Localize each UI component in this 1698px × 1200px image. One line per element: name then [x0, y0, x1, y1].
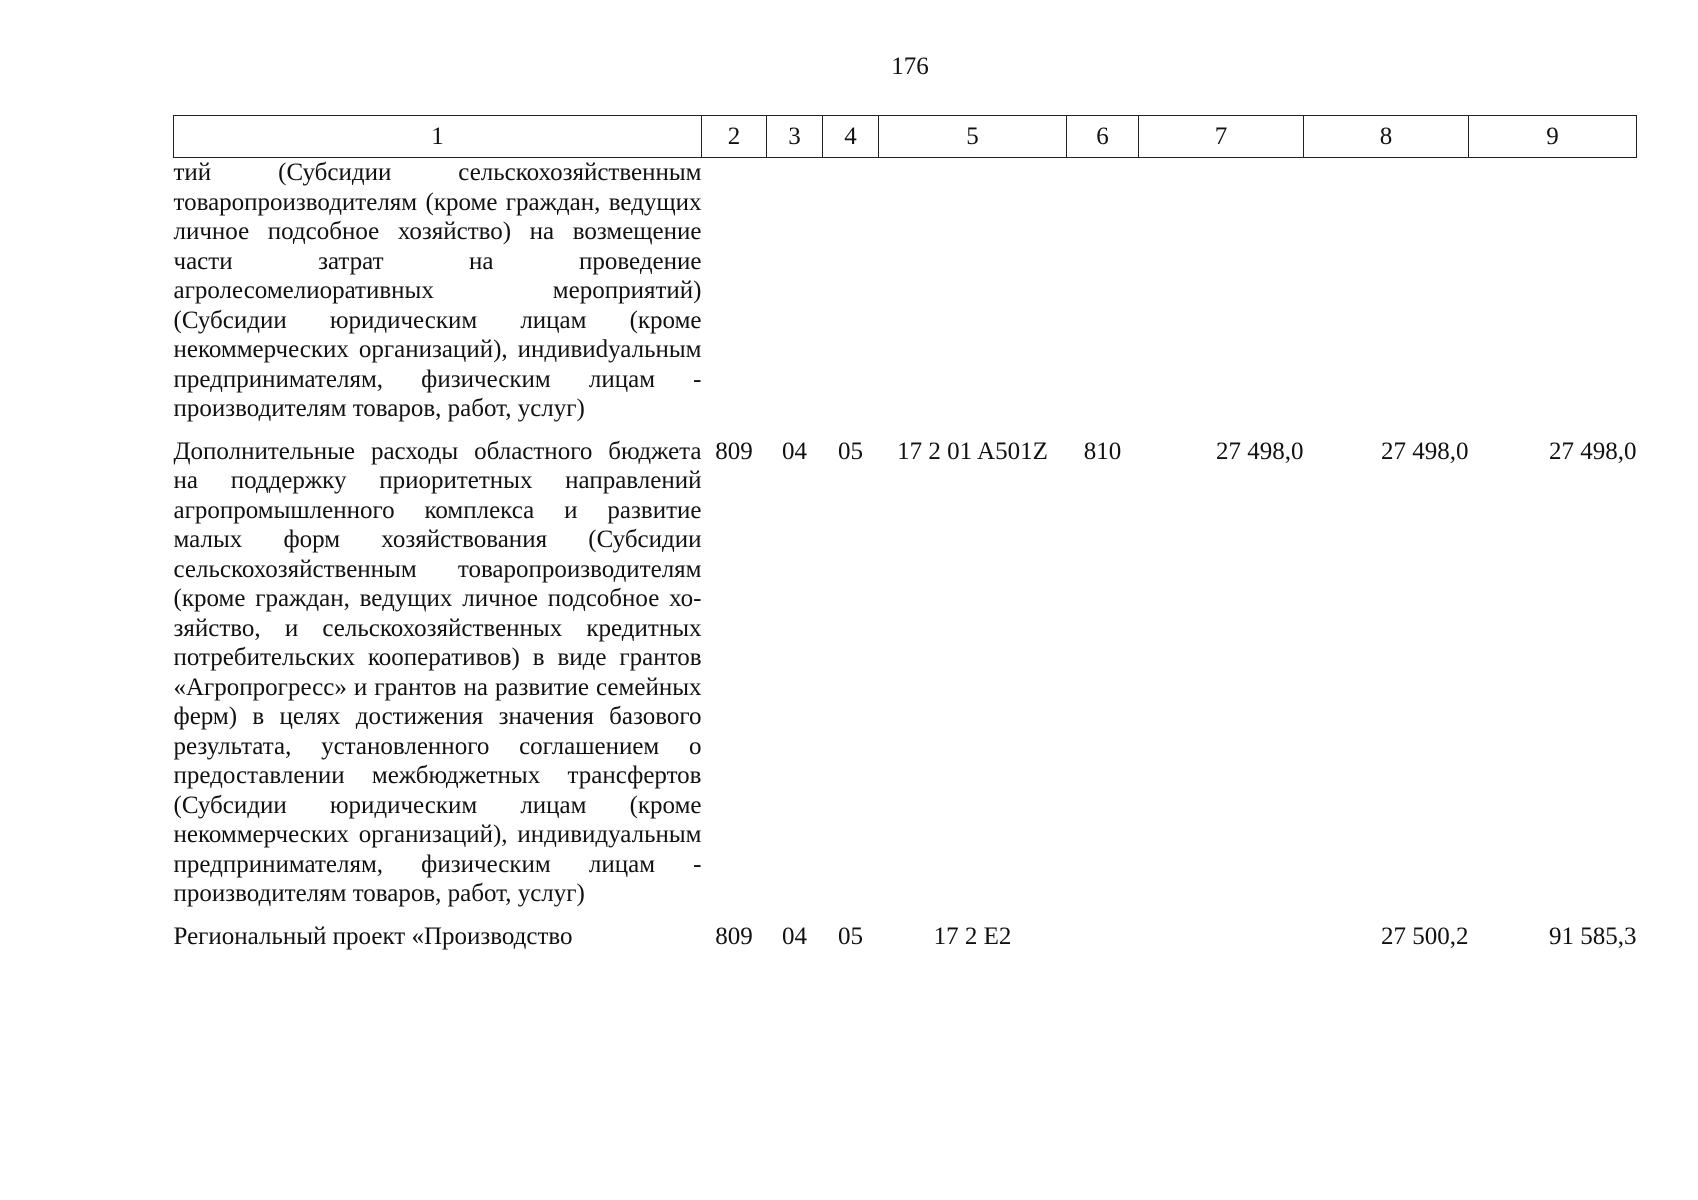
table-row: [174, 432, 1637, 917]
budget-table: [173, 115, 1637, 951]
header-col-2: 2: [702, 116, 767, 158]
table-row: [174, 917, 1637, 952]
header-col-9: 9: [1469, 116, 1637, 158]
row-amount-col9: 27 498,0: [1549, 437, 1637, 465]
header-col-8: 8: [1304, 116, 1469, 158]
header-col-1: 1: [174, 116, 702, 158]
header-row: [174, 116, 1637, 158]
header-col-6: 6: [1067, 116, 1139, 158]
row-amount-col7: [1139, 917, 1304, 952]
row-description: Региональный проект «Производство: [173, 922, 573, 950]
row-ministry-code: 809: [715, 437, 753, 465]
header-col-4: 4: [823, 116, 879, 158]
row-amount-col9: 91 585,3: [1549, 922, 1637, 950]
row-subsection-code: 05: [838, 437, 863, 465]
row-expense-type: [1067, 158, 1139, 432]
row-subsection-code: [823, 158, 879, 432]
row-target-article: 17 2 E2: [933, 922, 1012, 950]
row-subsection-code: 05: [838, 922, 863, 950]
row-expense-type: [1067, 917, 1139, 952]
row-description: Дополнительные расходы областного бюджета на поддержку приоритетных направлений агропромышленного комплекса и развитие малых форм хозяйствования (Субсидии сельскохозяйственным товаропроизводителям (кроме граждан, ведущих личное подсобное хозяйство, и сельскохозяйственных кредитных потребительских кооперативов) в виде грантов «Агропрогресс» и грантов на развитие семейных ферм) в целях достижения значения базового результата, установленного соглашением о предоставлении межбюджетных трансфертов (Субсидии юридическим лицам (кроме некоммерческих организаций), индивидуальным предпринимателям, физическим лицам - производителям товаров, работ, услуг): [173, 437, 702, 907]
header-col-3: 3: [767, 116, 823, 158]
row-amount-col8: 27 500,2: [1381, 922, 1469, 950]
header-col-5: 5: [879, 116, 1067, 158]
row-ministry-code: 809: [715, 922, 753, 950]
row-description: тий (Субсидии сельскохозяйственным товаропроизводителям (кроме граждан, ведущих личное подсобное хозяйство) на возмещение части затрат на проведение агролесомелиоративных мероприятий) (Субсидии юридическим лицам (кроме некоммерческих организаций), индивиdуальным предпринимателям, физическим лицам - производителям товаров, работ, услуг): [173, 159, 702, 422]
row-amount-col9: [1469, 158, 1637, 432]
row-amount-col8: 27 498,0: [1381, 437, 1469, 465]
row-target-article: [879, 158, 1067, 432]
row-amount-col7: [1139, 158, 1304, 432]
row-amount-col7: 27 498,0: [1216, 437, 1304, 465]
row-section-code: [767, 158, 823, 432]
header-col-7: 7: [1139, 116, 1304, 158]
row-expense-type: 810: [1083, 437, 1122, 465]
row-amount-col8: [1304, 158, 1469, 432]
row-section-code: 04: [782, 437, 807, 465]
row-target-article: 17 2 01 A501Z: [897, 437, 1048, 465]
row-section-code: 04: [782, 922, 807, 950]
row-ministry-code: [702, 158, 767, 432]
table-row: [174, 158, 1637, 432]
page-number: 176: [891, 53, 929, 80]
